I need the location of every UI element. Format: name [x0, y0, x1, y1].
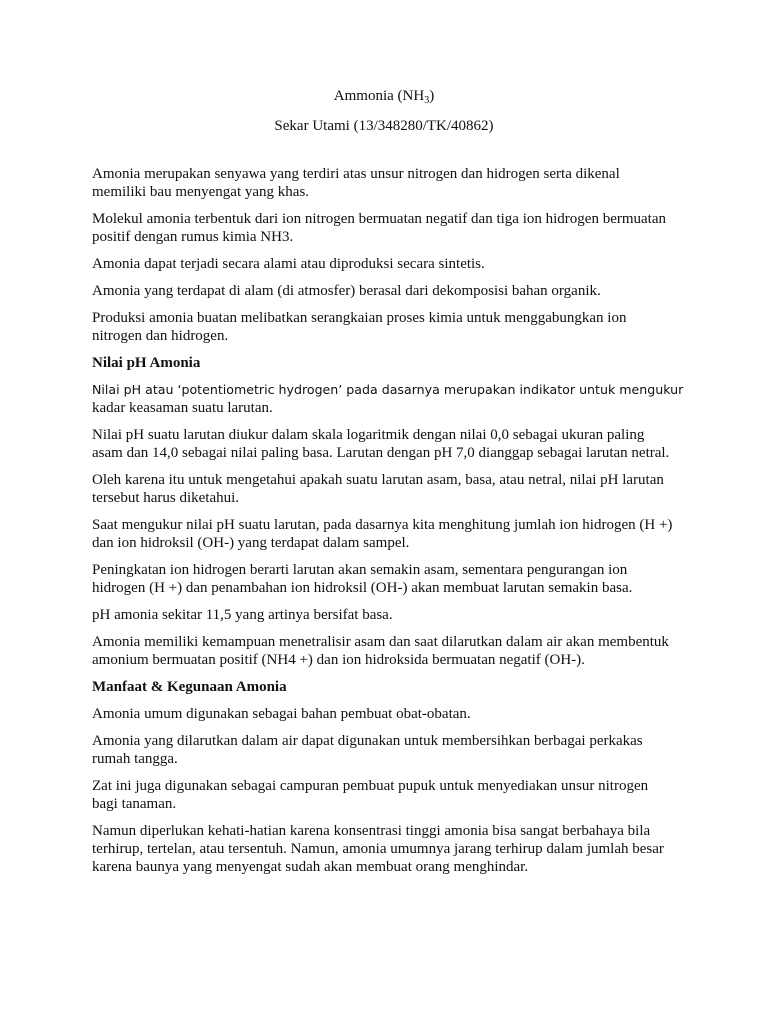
ph-paragraph: pH amonia sekitar 11,5 yang artinya bersifat basa. — [92, 607, 393, 623]
intro-paragraph: Amonia yang terdapat di alam (di atmosfer) berasal dari dekomposisi bahan organik. — [92, 283, 601, 299]
title-subscript: 3 — [424, 95, 430, 106]
title-text: Ammonia (NH — [333, 88, 425, 104]
intro-paragraph: Produksi amonia buatan melibatkan serangkaian proses kimia untuk menggabungkan ion nitrogen dan hidrogen. — [92, 310, 627, 344]
intro-paragraph: Amonia merupakan senyawa yang terdiri atas unsur nitrogen dan hidrogen serta dikenal memiliki bau menyengat yang khas. — [92, 166, 620, 200]
ph-lead-line-1: Nilai pH atau ‘potentiometric hydrogen’ pada dasarnya merupakan indikator untuk mengukur — [92, 382, 684, 397]
ph-lead-line-2: kadar keasaman suatu larutan. — [92, 400, 273, 416]
benefit-paragraph: Amonia umum digunakan sebagai bahan pembuat obat-obatan. — [92, 706, 471, 722]
intro-paragraph: Molekul amonia terbentuk dari ion nitrogen bermuatan negatif dan tiga ion hidrogen bermuatan positif dengan rumus kimia NH3. — [92, 211, 666, 245]
ph-paragraph: Peningkatan ion hidrogen berarti larutan akan semakin asam, sementara pengurangan ion hidrogen (H +) dan penambahan ion hidroksil (OH-) akan membuat larutan semakin basa. — [92, 562, 633, 596]
ph-lead-paragraph — [92, 381, 684, 417]
ph-paragraph: Nilai pH suatu larutan diukur dalam skala logaritmik dengan nilai 0,0 sebagai ukuran paling asam dan 14,0 sebagai nilai paling basa. Larutan dengan pH 7,0 dianggap sebagai larutan netral. — [92, 427, 670, 461]
benefit-paragraph: Zat ini juga digunakan sebagai campuran pembuat pupuk untuk menyediakan unsur nitrogen bagi tanaman. — [92, 778, 649, 812]
document-author: Sekar Utami (13/348280/TK/40862) — [274, 118, 494, 134]
ph-paragraph: Saat mengukur nilai pH suatu larutan, pada dasarnya kita menghitung jumlah ion hidrogen (H +) dan ion hidroksil (OH-) yang terdapat dalam sampel. — [92, 517, 673, 551]
ph-section-heading: Nilai pH Amonia — [92, 355, 201, 371]
intro-paragraph: Amonia dapat terjadi secara alami atau diproduksi secara sintetis. — [92, 256, 485, 272]
benefit-paragraph: Amonia yang dilarutkan dalam air dapat digunakan untuk membersihkan berbagai perkakas rumah tangga. — [92, 733, 643, 767]
title-close-paren: ) — [429, 88, 435, 104]
benefit-section-heading: Manfaat & Kegunaan Amonia — [92, 679, 287, 695]
document-title — [92, 87, 676, 105]
benefit-paragraph: Namun diperlukan kehati-hatian karena konsentrasi tinggi amonia bisa sangat berbahaya bila terhirup, tertelan, atau tersentuh. Namun, amonia umumnya jarang terhirup dalam jumlah besar karena baunya yang menyengat sudah akan membuat orang menghindar. — [92, 823, 664, 875]
ph-paragraph: Oleh karena itu untuk mengetahui apakah suatu larutan asam, basa, atau netral, nilai pH larutan tersebut harus diketahui. — [92, 472, 664, 506]
ph-paragraph: Amonia memiliki kemampuan menetralisir asam dan saat dilarutkan dalam air akan membentuk amonium bermuatan positif (NH4 +) dan ion hidroksida bermuatan negatif (OH-). — [92, 634, 669, 668]
